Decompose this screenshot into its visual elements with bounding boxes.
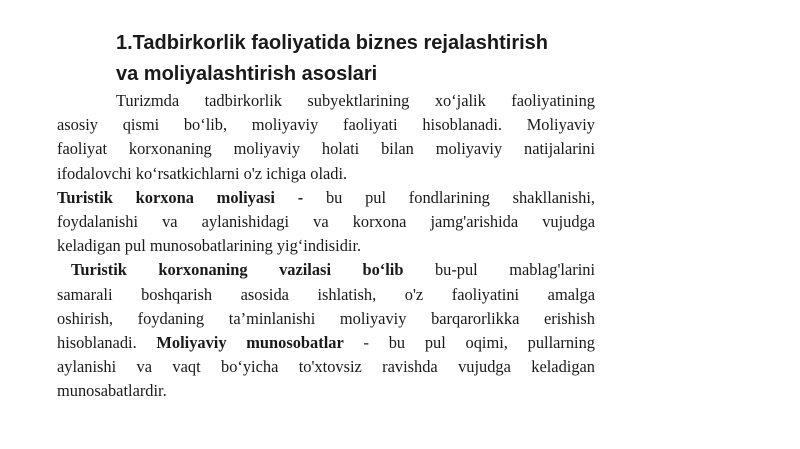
term-korxona-moliyasi: Turistik korxona moliyasi - bbox=[57, 187, 304, 207]
paragraph-3-line-1 bbox=[57, 258, 595, 282]
paragraph-3-line-4-start: hisoblanadi. bbox=[57, 332, 157, 352]
term-moliyaviy-munosobatlar: Moliyaviy munosobatlar bbox=[156, 332, 344, 352]
paragraph-1-line-1: Turizmda tadbirkorlik subyektlarining xo‘jalik faoliyatining bbox=[116, 91, 595, 110]
paragraph-3-line-1-rest: bu-pul mablag'larini bbox=[403, 260, 595, 280]
paragraph-3-line-4-rest: - bu pul oqimi, pullarning bbox=[343, 332, 596, 352]
paragraph-3-line-6: munosabatlardir. bbox=[57, 381, 167, 401]
paragraph-2-line-3: keladigan pul munosobatlarining yig‘indisidir. bbox=[57, 236, 362, 256]
paragraph-1-line-3: faoliyat korxonaning moliyaviy holati bilan moliyaviy natijalarini bbox=[57, 139, 595, 159]
paragraph-2-line-2: foydalanishi va aylanishidagi va korxona jamg'arishida vujudga bbox=[57, 211, 595, 231]
paragraph-3-line-3: oshirish, foydaning ta’minlanishi moliyaviy barqarorlikka erishish bbox=[57, 308, 595, 328]
paragraph-1-line-2: asosiy qismi bo‘lib, moliyaviy faoliyati hisoblanadi. Moliyaviy bbox=[57, 115, 595, 135]
term-korxona-vazifasi: Turistik korxonaning vazilasi bo‘lib bbox=[71, 260, 404, 280]
paragraph-3-line-5: aylanishi va vaqt bo‘yicha to'xtovsiz ravishda vujudga keladigan bbox=[57, 357, 595, 377]
slide-title bbox=[116, 28, 636, 90]
body-text bbox=[57, 89, 595, 403]
paragraph-2-line-1-rest: bu pul fondlarining shakllanishi, bbox=[303, 187, 595, 207]
paragraph-3-line-2: samarali boshqarish asosida ishlatish, o'z faoliyatini amalga bbox=[57, 284, 595, 304]
paragraph-2-line-1 bbox=[57, 186, 595, 210]
paragraph-1-line-4: ifodalovchi ko‘rsatkichlarni o'z ichiga oladi. bbox=[57, 163, 348, 183]
title-line-2: va moliyalashtirish asoslari bbox=[116, 63, 378, 85]
paragraph-3-line-4 bbox=[57, 331, 595, 355]
title-line-1: 1.Tadbirkorlik faoliyatida biznes rejalashtirish bbox=[116, 32, 548, 54]
